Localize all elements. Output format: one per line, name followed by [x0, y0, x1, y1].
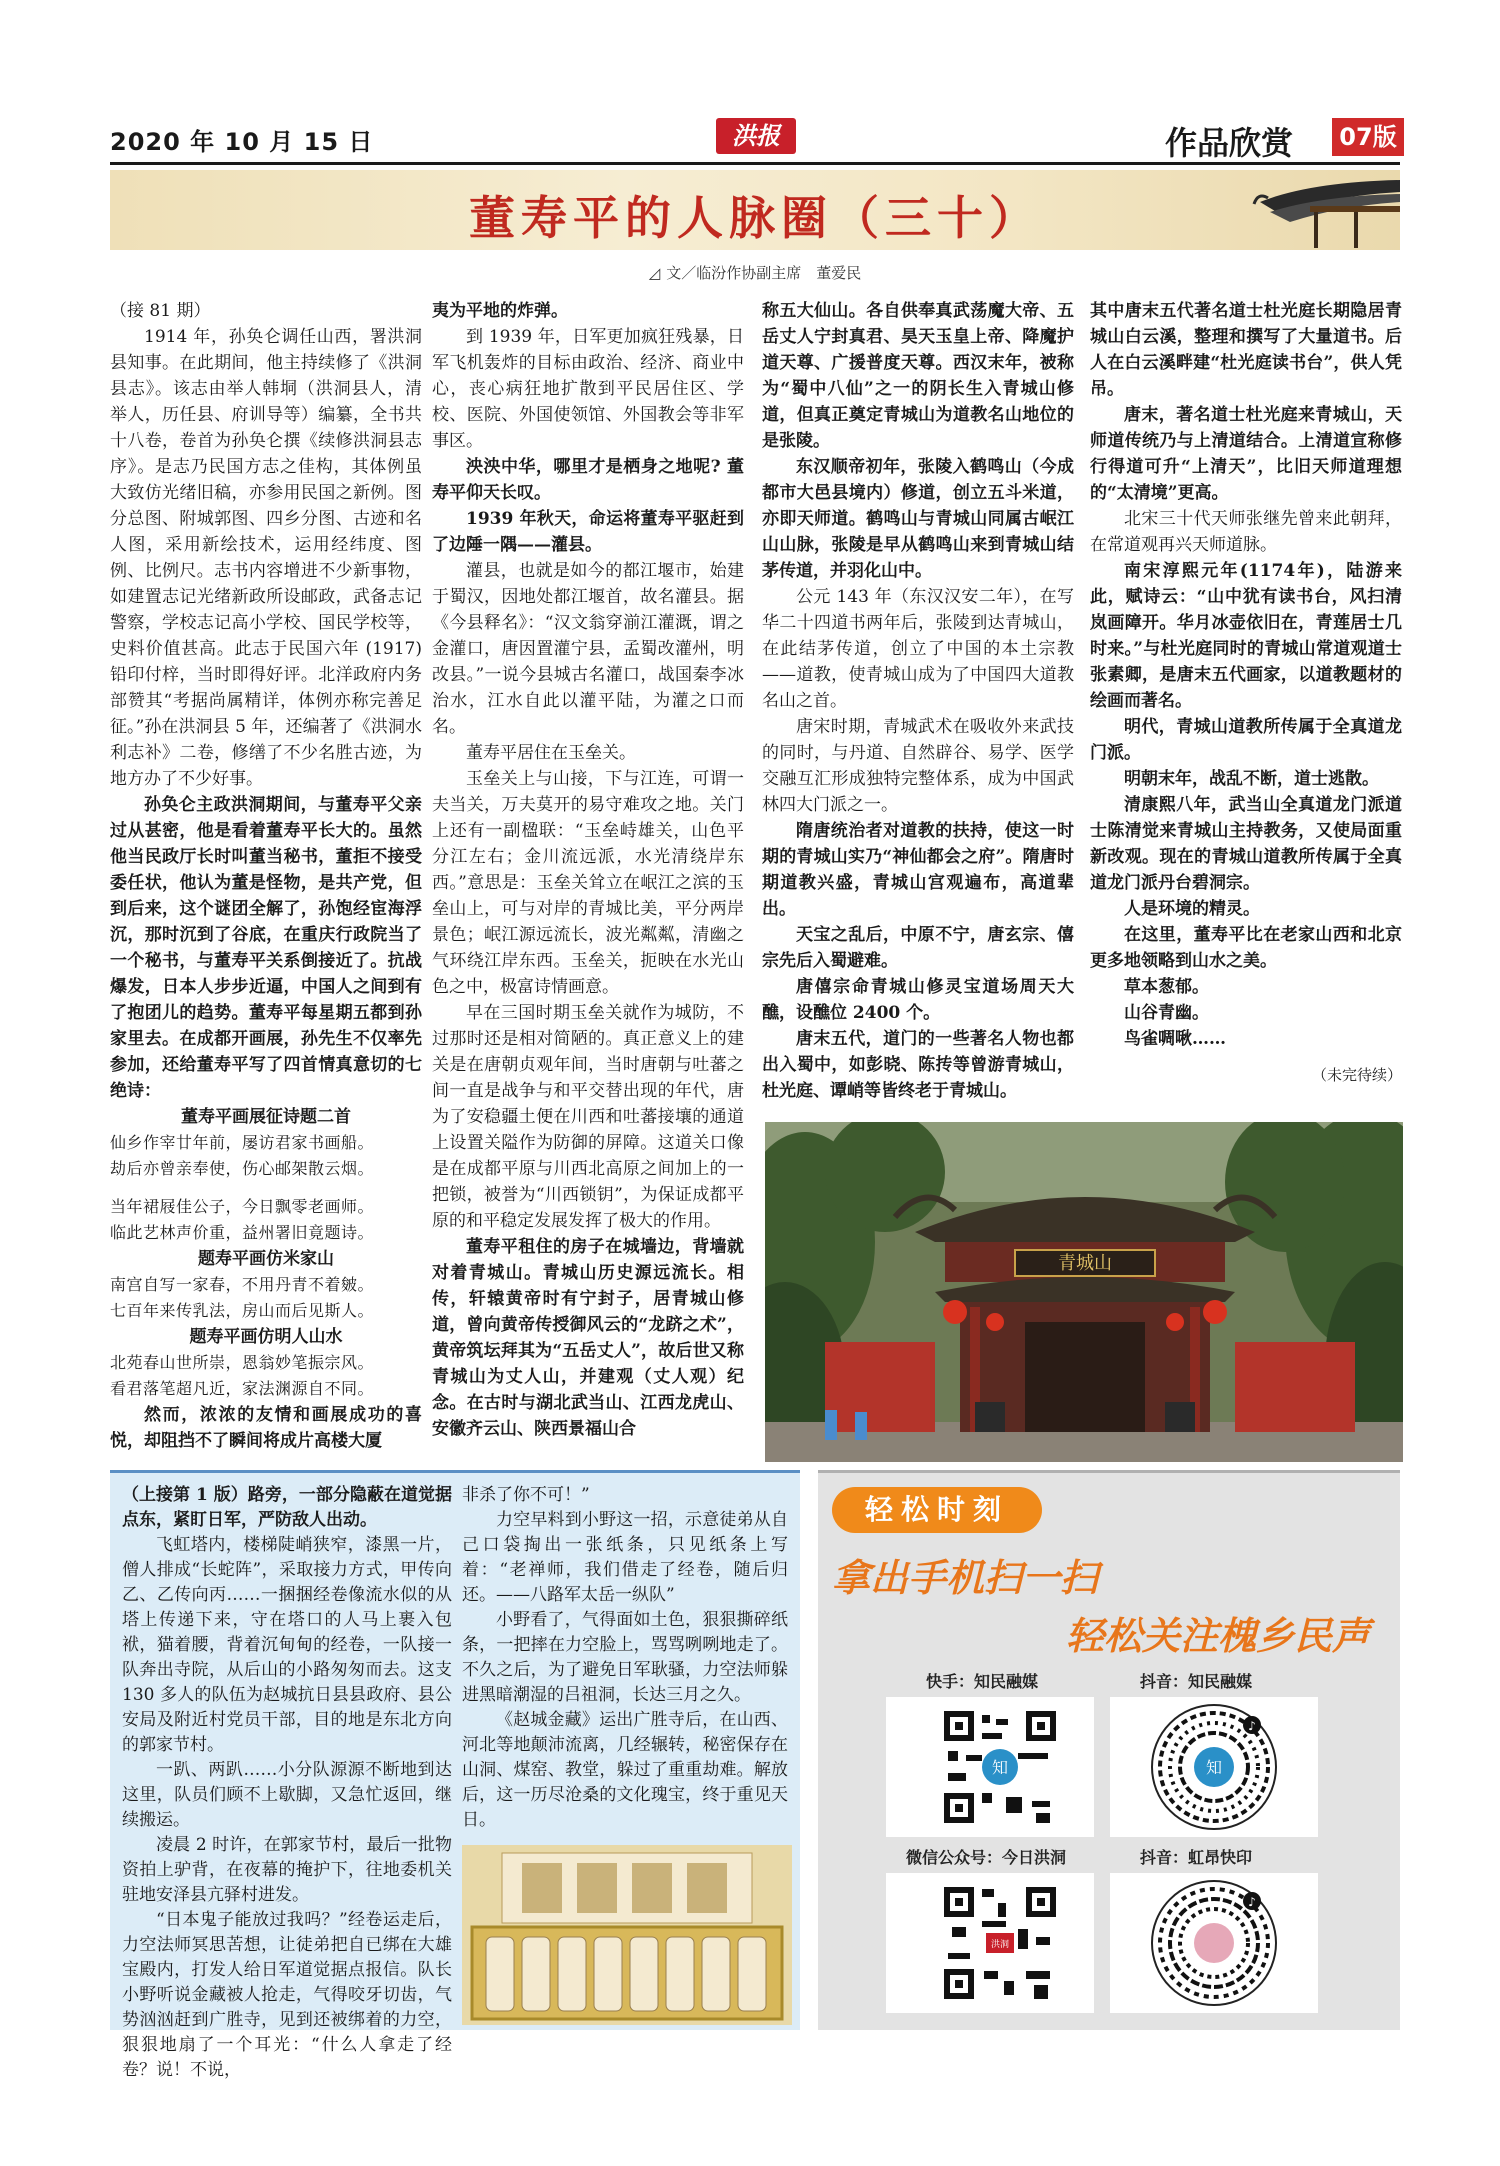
paragraph: 孙奂仑主政洪洞期间，与董寿平父亲过从甚密，他是看着董寿平长大的。虽然他当民政厅长时叫董当秘书，董拒不接受委任状，他认为董是怪物，是共产党，但到后来，这个谜团全解了，孙饱经宦海浮沉，那时沉到了谷底，在重庆行政院当了一个秘书，与董寿平关系倒接近了。抗战爆发，日本人步步近逼，中国人之间到有了抱团儿的趋势。董寿平每星期五都到孙家里去。在成都开画展，孙先生不仅率先参加，还给董寿平写了四首情真意切的七绝诗：: [110, 795, 422, 1101]
article-title: 董寿平的人脉圈（三十）: [469, 191, 1041, 245]
poem-line: 仙乡作宰廿年前，屡访君家书画船。: [110, 1133, 375, 1152]
poem-title: 董寿平画展征诗题二首: [181, 1107, 351, 1127]
paragraph: 唐末，著名道士杜光庭来青城山，天师道传统乃与上清道结合。上清道宣称修行得道可升“上清天”，比旧天师道理想的“太清境”更高。: [1090, 405, 1402, 503]
paragraph: 灌县，也就是如今的都江堰市，始建于蜀汉，因地处都江堰首，故名灌县。据《今县释名》：“汉文翁穿湔江灌溉，谓之金灌口，唐因置灌宁县，孟蜀改灌州，明改县。”一说今县城古名灌口，战国秦李冰治水，江水自此以灌平陆，为灌之口而名。: [432, 561, 744, 737]
header-divider: [110, 162, 1400, 165]
svg-text:♪: ♪: [1248, 1719, 1256, 1733]
byline-text: 文／临汾作协副主席 董爱民: [666, 264, 862, 282]
qingchengshan-gate-photo: [765, 1122, 1403, 1462]
paragraph: 明代，青城山道教所传属于全真道龙门派。: [1090, 717, 1402, 763]
paragraph: 天宝之乱后，中原不宁，唐玄宗、僖宗先后入蜀避难。: [762, 925, 1074, 971]
poem-title: 题寿平画仿明人山水: [189, 1327, 343, 1347]
paragraph: 隋唐统治者对道教的扶持，使这一时期的青城山实乃“神仙都会之府”。隋唐时期道教兴盛，青城山宫观遍布，高道辈出。: [762, 821, 1074, 919]
paragraph: 南宋淳熙元年(1174年)，陆游来此，赋诗云：“山中犹有读书台，风扫清岚画障开。华月冰壶依旧在，青莲居士几时来。”与杜光庭同时的青城山常道观道士张素卿，是唐末五代画家，以道教题材的绘画而著名。: [1090, 561, 1402, 711]
poem-line: 南宫自写一家春，不用丹青不着皴。: [110, 1275, 375, 1294]
byline: [110, 262, 1400, 283]
paragraph: 泱泱中华，哪里才是栖身之地呢? 董寿平仰天长叹。: [432, 457, 744, 503]
paragraph: “日本鬼子能放过我吗？”经卷运走后，力空法师冥思苦想，让徒弟把自已绑在大雄宝殿内，打发人给日军道觉据点报信。队长小野听说金藏被人抢走，气得咬牙切齿，气势汹汹赶到广胜寺，见到还被绑着的力空，狠狠地扇了一个耳光：“什么人拿走了经卷？说！不说，: [122, 1910, 452, 2080]
paragraph: 山谷青幽。: [1124, 1003, 1209, 1023]
poem-line: 七百年来传乳法，房山而后见斯人。: [110, 1301, 375, 1320]
paragraph: 称五大仙山。各自供奉真武荡魔大帝、五岳丈人宁封真君、昊天玉皇上帝、降魔护道天尊、广援普度天尊。西汉末年，被称为“蜀中八仙”之一的阴长生入青城山修道，但真正奠定青城山为道教名山地位的是张陵。: [762, 301, 1074, 451]
paragraph: 一趴、两趴……小分队源源不断地到达这里，队员们顾不上歇脚，又急忙返回，继续搬运。: [122, 1760, 452, 1830]
paragraph: 唐僖宗命青城山修灵宝道场周天大醮，设醮位 2400 个。: [762, 977, 1074, 1023]
paragraph: 夷为平地的炸弹。: [432, 301, 568, 321]
article-column-3: [762, 298, 1074, 1104]
article-column-4: [1090, 298, 1402, 1088]
paragraph: 人是环境的精灵。: [1124, 899, 1260, 919]
svg-text:♪: ♪: [1248, 1895, 1256, 1909]
paragraph: 北宋三十代天师张继先曾来此朝拜，在常道观再兴天师道脉。: [1090, 509, 1402, 555]
paragraph: 凌晨 2 时许，在郭家节村，最后一批物资拍上驴背，在夜幕的掩护下，往地委机关驻地安泽县亢驿村进发。: [122, 1835, 452, 1905]
qr-label-wechat: 微信公众号：今日洪洞: [906, 1848, 1067, 1867]
douyin-qr-icon[interactable]: [1110, 1697, 1318, 1837]
paragraph: 唐宋时期，青城武术在吸收外来武技的同时，与丹道、自然辟谷、易学、医学交融互汇形成独特完整体系，成为中国武林四大门派之一。: [762, 717, 1074, 815]
title-banner: [110, 170, 1400, 250]
poem-line: 劫后亦曾亲奉使，伤心邮架散云烟。: [110, 1159, 375, 1178]
pen-icon: ◿: [648, 264, 661, 282]
paragraph: 明朝末年，战乱不断，道士逃散。: [1124, 769, 1379, 789]
to-be-continued: （未完待续）: [1311, 1066, 1402, 1084]
paragraph: 飞虹塔内，楼梯陡峭狭窄，漆黑一片，僧人排成“长蛇阵”，采取接力方式，甲传向乙、乙传向丙……一捆捆经卷像流水似的从塔上传递下来，守在塔口的人马上裹入包袱，猫着腰，背着沉甸甸的经卷，一队接一队奔出寺院，从后山的小路匆匆而去。这支 130 多人的队伍为赵城抗日县县政府、县公安局及附近村党员干部，目的地是东北方向的郭家节村。: [122, 1535, 452, 1755]
pavilion-roof-icon: [1250, 162, 1400, 252]
poem-title: 题寿平画仿米家山: [198, 1249, 334, 1269]
paragraph: 草本葱郁。: [1124, 977, 1209, 997]
continued-story-panel: [110, 1470, 800, 2080]
paragraph: 公元 143 年（东汉汉安二年），在写华二十四道书两年后，张陵到达青城山，在此结茅传道，创立了中国的本土宗教——道教，使青城山成为了中国四大道教名山之首。: [762, 587, 1074, 711]
continued-note: （接 81 期）: [110, 301, 211, 321]
poem-gap: [110, 1182, 422, 1194]
issue-date: 2020 年 10 月 15 日: [110, 128, 374, 156]
poem-line: 当年裙屐佳公子，今日飘零老画师。: [110, 1197, 375, 1216]
paragraph: 力空早料到小野这一招，示意徒弟从自己口袋掏出一张纸条，只见纸条上写着：“老禅师，我们借走了经卷，随后归还。——八路军太岳一纵队”: [462, 1510, 788, 1605]
article-column-2: [432, 298, 744, 1442]
svg-text:知: 知: [1205, 1758, 1223, 1777]
promo-slogan-2: 轻松关注槐乡民声: [1065, 1614, 1370, 1658]
paragraph: 非杀了你不可！”: [462, 1485, 590, 1505]
paragraph: 玉垒关上与山接，下与江连，可谓一夫当关，万夫莫开的易守难攻之地。关门上还有一副楹联：“玉垒峙雄关，山色平分江左右；金川流远派，水光清绕岸东西。”意思是：玉垒关耸立在岷江之滨的玉垒山上，可与对岸的青城比美，平分两岸景色；岷江源远流长，波光粼粼，清幽之气环绕江岸东西。玉垒关，扼映在水光山色之中，极富诗情画意。: [432, 769, 744, 997]
wechat-qr-icon[interactable]: [886, 1873, 1094, 2013]
page-header: [110, 118, 1400, 162]
paragraph: 1939 年秋天，命运将董寿平驱赶到了边陲一隅——灌县。: [432, 509, 744, 555]
paragraph: 然而，浓浓的友情和画展成功的喜悦，却阻挡不了瞬间将成片高楼大厦: [110, 1405, 422, 1451]
paragraph: 在这里，董寿平比在老家山西和北京更多地领略到山水之美。: [1090, 925, 1402, 971]
paragraph: 1914 年，孙奂仑调任山西，署洪洞县知事。在此期间，他主持续修了《洪洞县志》。该志由举人韩垌（洪洞县人，清举人，历任县、府训导等）编纂，全书共十八卷，卷首为孙奂仑撰《续修洪洞县志序》。是志乃民国方志之佳构，其体例虽大致仿光绪旧稿，亦参用民国之新例。图分总图、附城郭图、四乡分图、古迹和名人图，采用新绘技术，运用经纬度、图例、比例尺。志书内容增进不少新事物，如建置志记光绪新政所设邮政，武备志记警察，学校志记高小学校、国民学校等，史料价值甚高。此志于民国六年 (1917) 铅印付梓，当时即得好评。北洋政府内务部赞其“考据尚属精详，体例亦称完善足征。”孙在洪洞县 5 年，还编著了《洪洞水利志补》二卷，修缮了不少名胜古迹，为地方办了不少好事。: [110, 327, 422, 789]
paragraph: 小野看了，气得面如土色，狠狠撕碎纸条，一把摔在力空脸上，骂骂咧咧地走了。不久之后，为了避免日军耿骚，力空法师躲进黑暗潮湿的吕祖洞，长达三月之久。: [462, 1610, 788, 1705]
section-title: 作品欣赏: [1165, 124, 1294, 162]
douyin-qr-icon[interactable]: [1110, 1873, 1318, 2013]
qr-label-douyin-2: 抖音：虹昂快印: [1140, 1848, 1253, 1867]
newspaper-logo: 洪报: [716, 118, 796, 154]
paragraph: 清康熙八年，武当山全真道龙门派道士陈清觉来青城山主持教务，又使局面重新改观。现在的青城山道教所传属于全真道龙门派丹台碧洞宗。: [1090, 795, 1402, 893]
qr-label-kuaishou: 快手：知民融媒: [926, 1672, 1039, 1691]
paragraph: 《赵城金藏》运出广胜寺后，在山西、河北等地颠沛流离，几经辗转，秘密保存在山洞、煤窑、教堂，躲过了重重劫难。解放后，这一历尽沧桑的文化瑰宝，终于重见天日。: [462, 1710, 788, 1830]
paragraph: 到 1939 年，日军更加疯狂残暴，日军飞机轰炸的目标由政治、经济、商业中心，丧心病狂地扩散到平民居住区、学校、医院、外国使领馆、外国教会等非军事区。: [432, 327, 744, 451]
gate-plaque: 青城山: [1058, 1253, 1112, 1274]
qr-label-douyin: 抖音：知民融媒: [1140, 1672, 1253, 1691]
paragraph: 早在三国时期玉垒关就作为城防，不过那时还是相对简陋的。真正意义上的建关是在唐朝贞观年间，当时唐朝与吐蕃之间一直是战争与和平交替出现的年代，唐为了安稳疆土便在川西和吐蕃接壤的通道上设置关隘作为防御的屏障。这道关口像是在成都平原与川西北高原之间加上的一把锁，被誉为“川西锁钥”，为保证成都平原的和平稳定发展发挥了极大的作用。: [432, 1003, 744, 1231]
paragraph: 其中唐末五代著名道士杜光庭长期隐居青城山白云溪，整理和撰写了大量道书。后人在白云溪畔建“杜光庭读书台”，供人凭吊。: [1090, 301, 1402, 399]
story-column-1: [122, 1483, 452, 2083]
kuaishou-qr-icon[interactable]: [886, 1697, 1094, 1837]
paragraph: 董寿平居住在玉垒关。: [466, 743, 636, 763]
paragraph: 唐末五代，道门的一些著名人物也都出入蜀中，如彭晓、陈抟等曾游青城山，杜光庭、谭峭等皆终老于青城山。: [762, 1029, 1074, 1101]
scripture-scrolls-photo: [462, 1845, 792, 2025]
poem-line: 看君落笔超凡近，家法渊源自不同。: [110, 1379, 375, 1398]
qr-promo-panel: [818, 1470, 1400, 2030]
paragraph: 董寿平租住的房子在城墙边，背墙就对着青城山。青城山历史源远流长。相传，轩辕黄帝时有宁封子，居青城山修道，曾向黄帝传授御风云的“龙跻之术”，黄帝筑坛拜其为“五岳丈人”，故后世又称青城山为丈人山，并建观（丈人观）纪念。在古时与湖北武当山、江西龙虎山、安徽齐云山、陕西景福山合: [432, 1237, 744, 1439]
paragraph: 东汉顺帝初年，张陵入鹤鸣山（今成都市大邑县境内）修道，创立五斗米道，亦即天师道。鹤鸣山与青城山同属古岷江山山脉，张陵是早从鹤鸣山来到青城山结茅传道，并羽化山中。: [762, 457, 1074, 581]
story-column-2: [462, 1483, 788, 1833]
edition-badge: 07版: [1332, 118, 1404, 156]
svg-text:洪洞: 洪洞: [990, 1940, 1010, 1950]
poem-line: 临此艺林声价重，益州署旧竟题诗。: [110, 1223, 375, 1242]
svg-text:知: 知: [991, 1758, 1009, 1777]
paragraph: （上接第 1 版）路旁，一部分隐蔽在道觉据点东，紧盯日军，严防敌人出动。: [122, 1485, 452, 1530]
promo-slogan-1: 拿出手机扫一扫: [832, 1556, 1099, 1600]
poem-line: 北苑春山世所崇，恩翁妙笔振宗风。: [110, 1353, 375, 1372]
promo-badge: 轻松时刻: [832, 1487, 1042, 1533]
paragraph: 鸟雀啁啾……: [1124, 1029, 1226, 1049]
article-column-1: [110, 298, 422, 1454]
